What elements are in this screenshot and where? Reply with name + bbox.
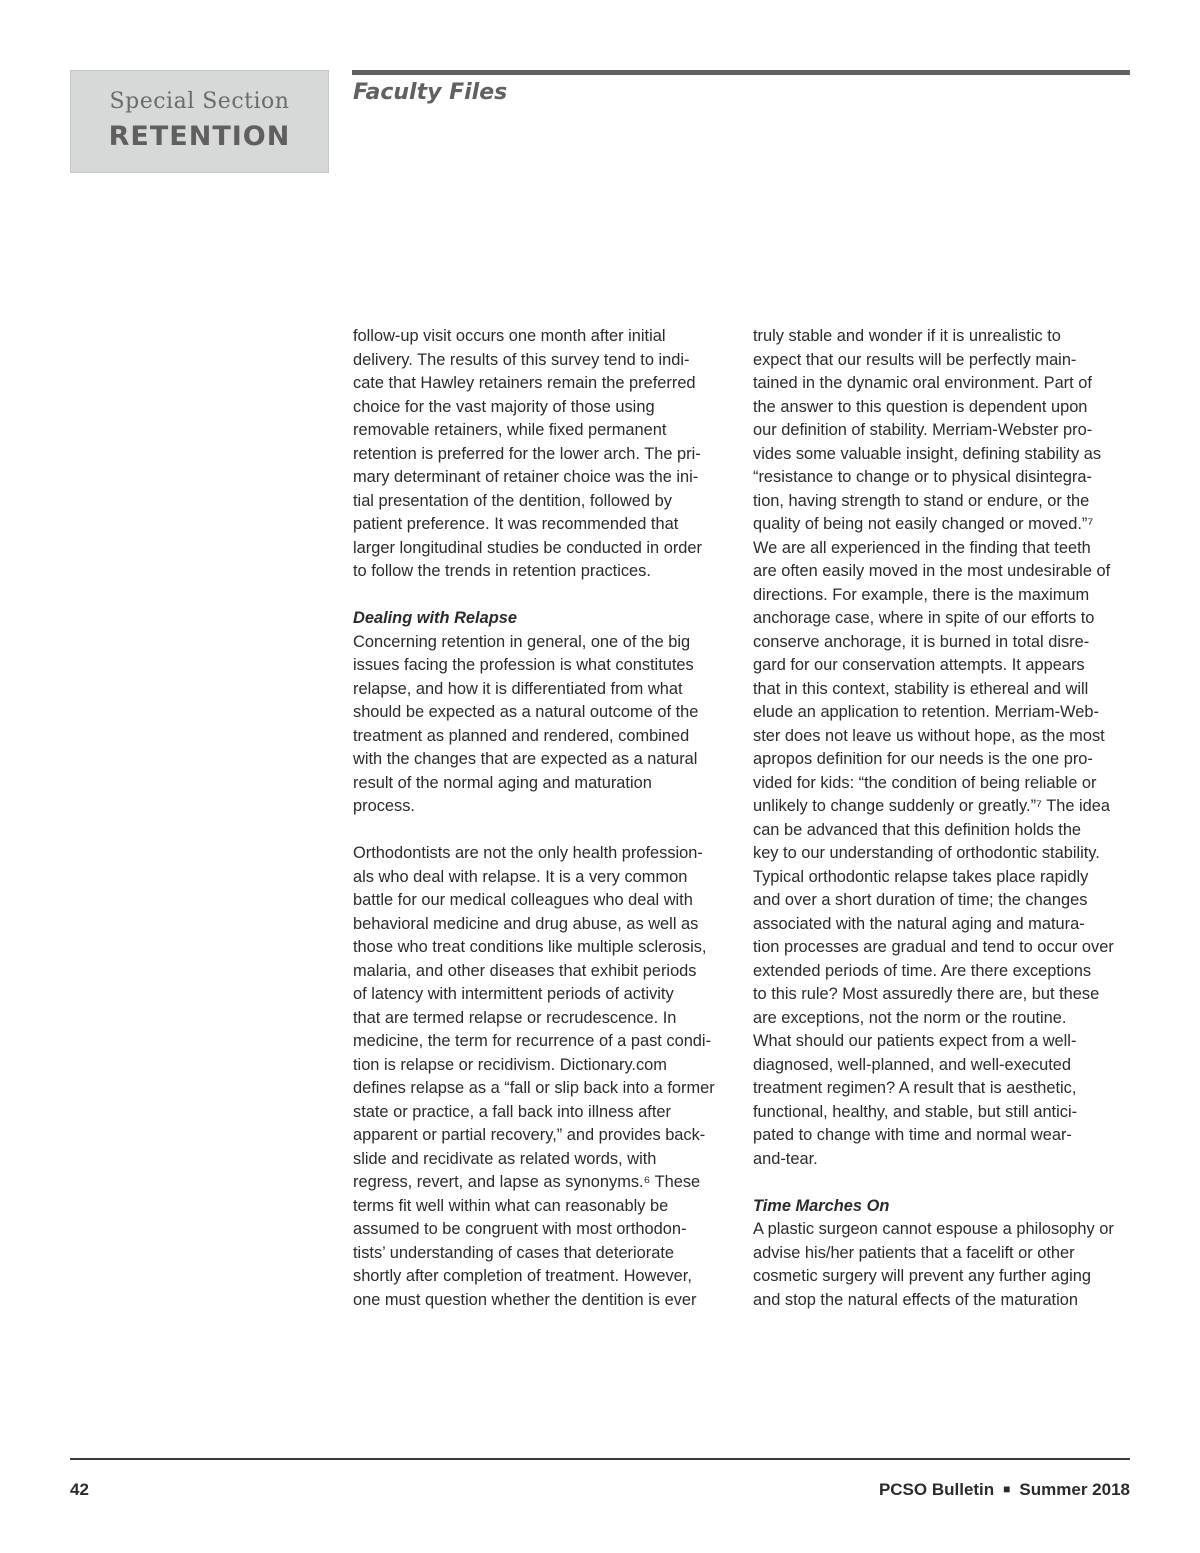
text-line: gard for our conservation attempts. It appears <box>753 656 1085 674</box>
text-line: “resistance to change or to physical disintegra- <box>753 468 1092 486</box>
special-section-label: Special Section <box>109 89 290 114</box>
text-line: extended periods of time. Are there exceptions <box>753 961 1092 980</box>
text-line: behavioral medicine and drug abuse, as well as <box>353 914 699 933</box>
text-line: one must question whether the dentition is ever <box>353 1290 697 1309</box>
left-column <box>353 325 731 1312</box>
text-line: mary determinant of retainer choice was the ini- <box>353 468 699 486</box>
text-line: state or practice, a fall back into illness after <box>353 1102 671 1121</box>
text-line: retention is preferred for the lower arch. The pri- <box>353 444 701 463</box>
text-line: cosmetic surgery will prevent any further aging <box>753 1267 1091 1285</box>
text-line: tial presentation of the dentition, followed by <box>353 491 672 510</box>
text-line: tion processes are gradual and tend to occur over <box>753 938 1114 956</box>
text-line: elude an application to retention. Merriam-Web- <box>753 703 1099 721</box>
text-line: result of the normal aging and maturation <box>353 773 652 792</box>
text-line: and over a short duration of time; the changes <box>753 891 1088 909</box>
text-line: key to our understanding of orthodontic stability. <box>753 844 1100 862</box>
text-line: diagnosed, well-planned, and well-executed <box>753 1055 1072 1074</box>
text-line: process. <box>353 797 415 815</box>
text-line: follow-up visit occurs one month after initial <box>353 327 666 345</box>
text-line: should be expected as a natural outcome of the <box>353 703 699 721</box>
footer-rule <box>70 1458 1130 1460</box>
text-line: tion is relapse or recidivism. Dictionary.com <box>353 1055 667 1074</box>
text-line: conserve anchorage, it is burned in total disre- <box>753 632 1090 651</box>
text-line: vides some valuable insight, defining stability as <box>753 444 1102 463</box>
text-line: those who treat conditions like multiple sclerosis, <box>353 938 707 956</box>
text-line: relapse, and how it is differentiated from what <box>353 679 683 698</box>
special-section-title: RETENTION <box>108 121 291 152</box>
text-line: can be advanced that this definition holds the <box>753 820 1082 839</box>
text-line: Orthodontists are not the only health profession- <box>353 844 703 862</box>
text-line: battle for our medical colleagues who deal with <box>353 891 693 909</box>
text-line: are often easily moved in the most undesirable of <box>753 562 1111 580</box>
text-line: cate that Hawley retainers remain the preferred <box>353 374 696 392</box>
text-line: issues facing the profession is what constitutes <box>353 656 694 674</box>
separator-bullet-icon: ■ <box>1003 1482 1011 1496</box>
text-line: with the changes that are expected as a natural <box>353 750 698 768</box>
text-line: terms fit well within what can reasonably be <box>353 1196 669 1215</box>
text-line: directions. For example, there is the maximum <box>753 585 1090 604</box>
text-line: Concerning retention in general, one of the big <box>353 632 691 651</box>
text-line: and stop the natural effects of the maturation <box>753 1290 1078 1309</box>
text-line: to follow the trends in retention practices. <box>353 562 651 580</box>
text-line: pated to change with time and normal wear- <box>753 1126 1072 1144</box>
text-line: What should our patients expect from a well- <box>753 1032 1077 1050</box>
running-head: Faculty Files <box>353 80 508 105</box>
text-line: functional, healthy, and stable, but still antici- <box>753 1102 1078 1121</box>
left-section-block <box>353 607 731 819</box>
text-line: apropos definition for our needs is the one pro- <box>753 750 1093 768</box>
text-line: tained in the dynamic oral environment. Part of <box>753 374 1092 392</box>
text-line: apparent or partial recovery,” and provides back- <box>353 1126 706 1144</box>
text-line: and-tear. <box>753 1149 818 1168</box>
text-line: als who deal with relapse. It is a very common <box>353 867 688 886</box>
subhead-dealing-with-relapse: Dealing with Relapse <box>353 609 517 627</box>
text-line: malaria, and other diseases that exhibit periods <box>353 961 697 980</box>
right-section-block <box>753 1195 1131 1313</box>
left-paragraph-3 <box>353 842 731 1312</box>
text-line: associated with the natural aging and matura- <box>753 914 1085 933</box>
publication-name: PCSO Bulletin <box>878 1480 995 1499</box>
text-line: assumed to be congruent with most orthodon- <box>353 1220 687 1238</box>
text-line: ster does not leave us without hope, as the most <box>753 726 1105 745</box>
text-line: quality of being not easily changed or moved.”⁷ <box>753 515 1094 533</box>
text-line: anchorage case, where in spite of our efforts to <box>753 609 1095 627</box>
text-line: tists’ understanding of cases that deteriorate <box>353 1243 675 1262</box>
right-paragraph-1 <box>753 325 1131 1171</box>
text-line: patient preference. It was recommended that <box>353 515 679 533</box>
text-line: unlikely to change suddenly or greatly.”⁷ The idea <box>753 797 1111 815</box>
text-line: the answer to this question is dependent upon <box>753 397 1088 416</box>
text-line: removable retainers, while fixed permanent <box>353 421 667 439</box>
text-line: medicine, the term for recurrence of a past condi- <box>353 1032 712 1050</box>
text-line: larger longitudinal studies be conducted in order <box>353 538 702 557</box>
text-line: treatment as planned and rendered, combined <box>353 726 690 745</box>
text-line: shortly after completion of treatment. However, <box>353 1267 692 1285</box>
text-line: choice for the vast majority of those using <box>353 397 655 416</box>
text-line: of latency with intermittent periods of activity <box>353 985 674 1003</box>
left-paragraph-1 <box>353 325 731 584</box>
text-line: delivery. The results of this survey tend to indi- <box>353 350 690 369</box>
text-line: regress, revert, and lapse as synonyms.⁶ These <box>353 1173 701 1191</box>
text-line: truly stable and wonder if it is unrealistic to <box>753 327 1061 345</box>
text-line: tion, having strength to stand or endure, or the <box>753 491 1090 510</box>
text-line: that are termed relapse or recrudescence. In <box>353 1008 677 1027</box>
text-line: are exceptions, not the norm or the routine. <box>753 1008 1067 1027</box>
text-line: that in this context, stability is ethereal and will <box>753 679 1089 698</box>
subhead-time-marches-on: Time Marches On <box>753 1196 890 1215</box>
issue-date: Summer 2018 <box>1019 1480 1130 1499</box>
text-line: We are all experienced in the finding that teeth <box>753 538 1091 557</box>
header-rule <box>352 70 1130 75</box>
text-line: to this rule? Most assuredly there are, but these <box>753 985 1100 1003</box>
text-line: vided for kids: “the condition of being reliable or <box>753 773 1097 792</box>
text-line: treatment regimen? A result that is aesthetic, <box>753 1079 1077 1097</box>
text-line: slide and recidivate as related words, with <box>353 1149 657 1168</box>
text-line: A plastic surgeon cannot espouse a philosophy or <box>753 1220 1114 1238</box>
text-line: Typical orthodontic relapse takes place rapidly <box>753 867 1089 886</box>
text-line: expect that our results will be perfectly main- <box>753 350 1077 369</box>
text-line: advise his/her patients that a facelift or other <box>753 1243 1075 1262</box>
footer-publication <box>879 1480 1130 1500</box>
text-line: defines relapse as a “fall or slip back into a former <box>353 1079 715 1097</box>
page-number: 42 <box>70 1480 89 1499</box>
right-column <box>753 325 1131 1312</box>
special-section-box <box>70 70 329 173</box>
text-line: our definition of stability. Merriam-Webster pro- <box>753 421 1093 439</box>
